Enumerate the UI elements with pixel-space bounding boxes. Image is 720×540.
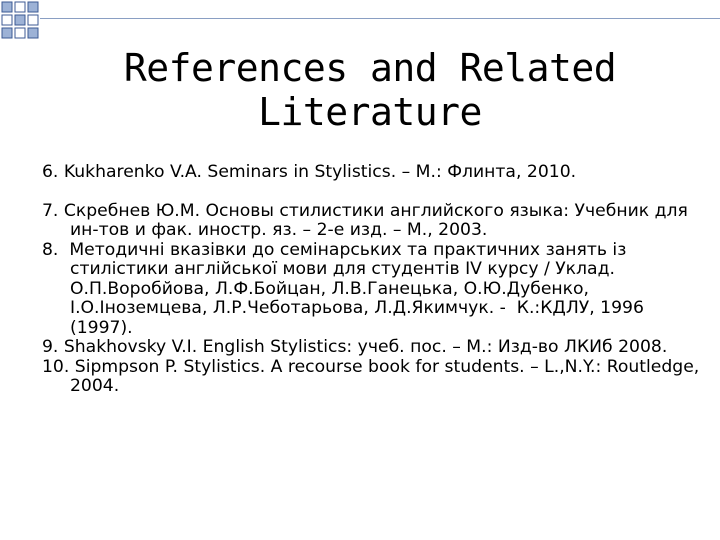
- reference-gap: [42, 183, 702, 202]
- slide-title: [70, 46, 670, 134]
- header-divider: [40, 18, 720, 19]
- reference-item: 6. Kukharenko V.A. Seminars in Stylistics. – M.: Флинта, 2010.: [42, 162, 577, 182]
- reference-item: 10. Sipmpson P. Stylistics. A recourse book for students. – L.,N.Y.: Routledge, 2004.: [42, 356, 705, 396]
- title-line-1: References and Related: [123, 46, 617, 90]
- reference-item: 9. Shakhovsky V.I. English Stylistics: учеб. пос. – М.: Изд-во ЛКИб 2008.: [42, 337, 668, 357]
- corner-decoration: [0, 0, 720, 40]
- reference-item: 7. Скребнев Ю.М. Основы стилистики английского языка: Учебник для ин-тов и фак. иностр. яз. – 2-е изд. – М., 2003.: [42, 200, 694, 240]
- reference-item: 8. Методичні вказівки до семінарських та практичних занять із стилістики англійської мови для студентів IV курсу / Уклад. О.П.Воробйова, Л.Ф.Бойцан, Л.В.Ганецька, О.Ю.Дубенко, І.О.Іноземцева, Л.Р.Чеботарьова, Л.Д.Якимчук. - К.:КДЛУ, 1996 (1997).: [42, 239, 650, 338]
- references-list: [42, 162, 705, 397]
- title-line-2: Literature: [258, 90, 482, 134]
